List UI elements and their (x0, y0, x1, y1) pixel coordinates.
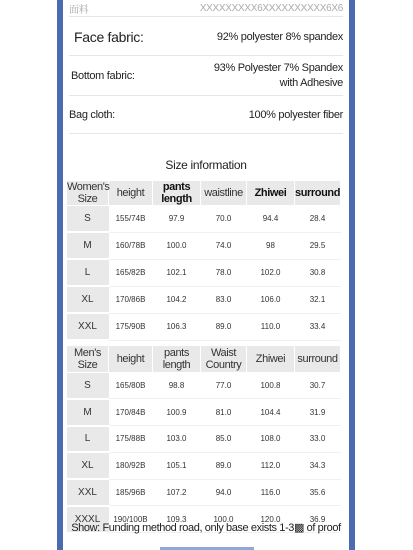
product-detail-panel (63, 0, 349, 550)
column-header: waistline (201, 181, 247, 206)
table-row (67, 479, 341, 506)
table-cell: 100.8 (247, 373, 295, 399)
table-cell: 33.4 (295, 313, 341, 340)
table-cell: 89.0 (201, 452, 247, 479)
table-cell: 190/100B (109, 506, 153, 533)
table-row (67, 232, 341, 259)
table-cell: 100.9 (153, 399, 201, 426)
size-label: XXL (67, 479, 109, 506)
table-cell: 175/88B (109, 426, 153, 453)
table-cell: 31.9 (295, 399, 341, 426)
fabric-label: 面料 (69, 4, 89, 16)
table-row (67, 399, 341, 426)
table-cell: 83.0 (201, 286, 247, 313)
table-header-row (67, 181, 341, 206)
column-header: pants length (153, 181, 201, 206)
table-cell: 175/90B (109, 313, 153, 340)
table-cell: 94.4 (247, 206, 295, 233)
table-cell: 106.3 (153, 313, 201, 340)
table-cell: 104.2 (153, 286, 201, 313)
table-cell: 36.9 (295, 506, 341, 533)
column-header: surround (295, 181, 341, 206)
table-cell: 185/96B (109, 479, 153, 506)
table-cell: 112.0 (247, 452, 295, 479)
table-cell: 94.0 (201, 479, 247, 506)
table-cell: 109.3 (153, 506, 201, 533)
column-header: Women's Size (67, 181, 110, 205)
table-row (67, 373, 341, 399)
size-label: L (67, 426, 109, 453)
fabric-value: 92% polyester 8% spandex (216, 30, 343, 43)
column-header: Zhiwei (247, 346, 295, 373)
table-cell: 110.0 (247, 313, 295, 340)
size-info-title: Size information (165, 158, 247, 172)
size-label: S (67, 373, 109, 399)
footer-note: Show: Funding method road, only base exists 1-3▩ of proof (71, 522, 341, 534)
table-cell: 100.0 (201, 506, 247, 533)
size-label: M (67, 232, 109, 259)
table-cell: 33.0 (295, 426, 341, 453)
table-cell: 165/80B (109, 373, 153, 399)
fabric-row-bottom (69, 57, 343, 96)
table-cell: 35.6 (295, 479, 341, 506)
size-label: S (67, 206, 109, 233)
size-label: L (67, 259, 109, 286)
fabric-value: XXXXXXXXX6XXXXXXXXXX6X6 (199, 2, 343, 14)
table-cell: 30.7 (295, 373, 341, 399)
table-cell: 74.0 (201, 232, 247, 259)
women-size-table (66, 180, 341, 341)
column-header: pants length (153, 346, 201, 373)
table-cell: 81.0 (201, 399, 247, 426)
column-header: Waist Country (201, 346, 247, 373)
table-cell: 70.0 (201, 206, 247, 233)
size-label: XL (67, 286, 109, 313)
table-cell: 85.0 (201, 426, 247, 453)
fabric-value: 100% polyester fiber (248, 109, 343, 121)
size-label: XXXL (67, 506, 109, 533)
fabric-row-bag (69, 97, 343, 134)
table-cell: 32.1 (295, 286, 341, 313)
table-cell: 104.4 (247, 399, 295, 426)
table-cell: 105.1 (153, 452, 201, 479)
size-label: M (67, 399, 109, 426)
table-row (67, 259, 341, 286)
size-label: XXL (67, 313, 109, 340)
table-cell: 97.9 (153, 206, 201, 233)
table-cell: 98.8 (153, 373, 201, 399)
fabric-label: Bottom fabric: (71, 70, 135, 82)
table-cell: 30.8 (295, 259, 341, 286)
table-cell: 180/92B (109, 452, 153, 479)
table-cell: 155/74B (109, 206, 153, 233)
table-cell: 108.0 (247, 426, 295, 453)
table-cell: 102.1 (153, 259, 201, 286)
table-row (67, 313, 341, 340)
column-header: height (109, 346, 153, 373)
table-cell: 160/78B (109, 232, 153, 259)
table-cell: 106.0 (247, 286, 295, 313)
table-cell: 116.0 (247, 479, 295, 506)
fabric-row-face (69, 18, 343, 56)
column-header: Men's Size (67, 346, 109, 373)
column-header: surround (295, 346, 341, 373)
fabric-row-top (69, 0, 343, 17)
table-cell: 77.0 (201, 373, 247, 399)
table-cell: 78.0 (201, 259, 247, 286)
fabric-value: 93% Polyester 7% Spandex with Adhesive (213, 62, 343, 89)
fabric-label: Bag cloth: (69, 109, 115, 121)
table-cell: 170/84B (109, 399, 153, 426)
table-cell: 100.0 (153, 232, 201, 259)
table-cell: 98 (247, 232, 295, 259)
table-row (67, 426, 341, 453)
table-cell: 170/86B (109, 286, 153, 313)
table-cell: 28.4 (295, 206, 341, 233)
table-cell: 120.0 (247, 506, 295, 533)
table-cell: 34.3 (295, 452, 341, 479)
column-header: Zhiwei (247, 181, 295, 206)
table-cell: 102.0 (247, 259, 295, 286)
table-cell: 89.0 (201, 313, 247, 340)
table-cell: 107.2 (153, 479, 201, 506)
table-cell: 165/82B (109, 259, 153, 286)
column-header: height (109, 181, 153, 206)
size-label: XL (67, 452, 109, 479)
table-row (67, 452, 341, 479)
table-cell: 29.5 (295, 232, 341, 259)
men-size-table (66, 345, 341, 534)
fabric-label: Face fabric: (74, 28, 144, 45)
table-row (67, 206, 341, 233)
table-row (67, 286, 341, 313)
table-cell: 103.0 (153, 426, 201, 453)
table-header-row (67, 346, 341, 373)
